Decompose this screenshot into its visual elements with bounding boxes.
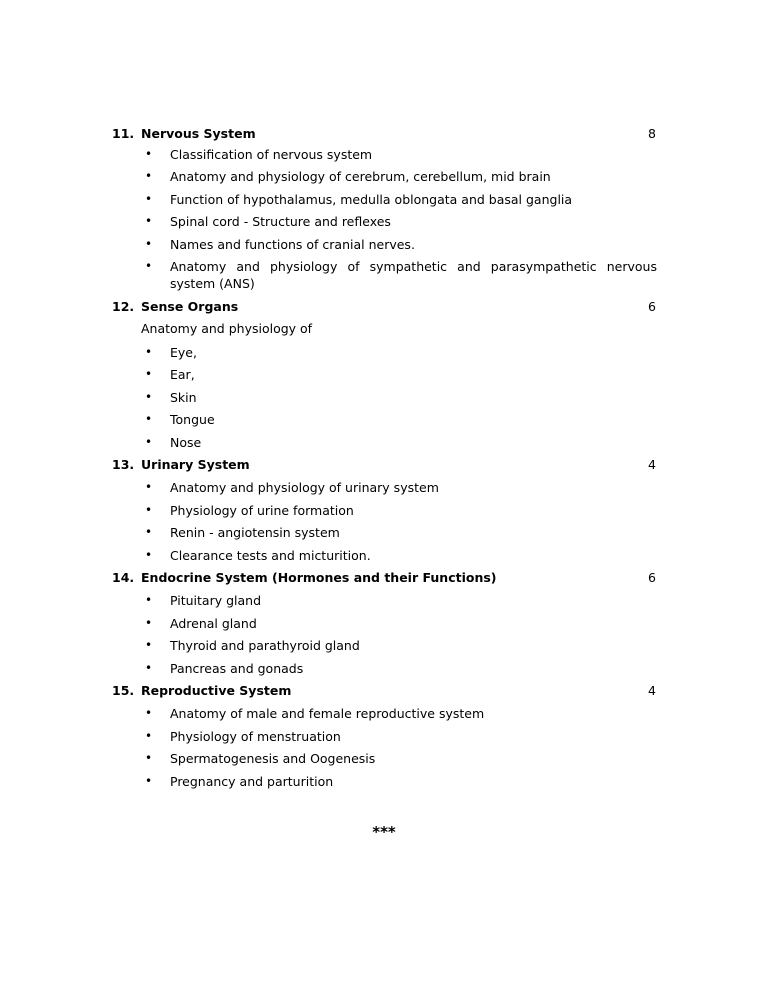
- bullet-icon: •: [145, 706, 153, 720]
- section-number: 14.: [112, 570, 135, 585]
- list-item-text: Pancreas and gonads: [170, 661, 304, 676]
- bullet-icon: •: [145, 345, 153, 359]
- list-item-text: Anatomy and physiology of sympathetic and parasympathetic nervous system (ANS): [170, 259, 657, 291]
- section-heading-nervous-system: [112, 126, 656, 146]
- list-item-text: Function of hypothalamus, medulla oblongata and basal ganglia: [170, 192, 573, 207]
- section-number: 15.: [112, 683, 135, 698]
- list-item-text: Physiology of urine formation: [170, 503, 354, 518]
- list-item-text: Pituitary gland: [170, 593, 262, 608]
- list-item-text: Ear,: [170, 367, 195, 382]
- section-hours: 6: [648, 570, 656, 585]
- list-item-text: Nose: [170, 435, 202, 450]
- bullet-icon: •: [145, 435, 153, 449]
- bullet-icon: •: [145, 638, 153, 652]
- bullet-icon: •: [145, 214, 153, 228]
- bullet-icon: •: [145, 593, 153, 607]
- list-item-text: Anatomy and physiology of urinary system: [170, 480, 439, 495]
- section-number: 11.: [112, 126, 135, 141]
- bullet-icon: •: [145, 192, 153, 206]
- bullet-icon: •: [145, 774, 153, 788]
- section-heading-reproductive-system: [112, 683, 656, 703]
- list-item-text: Anatomy and physiology of cerebrum, cerebellum, mid brain: [170, 169, 551, 184]
- bullet-icon: •: [145, 412, 153, 426]
- list-item-text: Physiology of menstruation: [170, 729, 341, 744]
- list-item-text: Clearance tests and micturition.: [170, 548, 371, 563]
- bullet-icon: •: [145, 147, 153, 161]
- list-item-text: Thyroid and parathyroid gland: [170, 638, 360, 653]
- bullet-icon: •: [145, 480, 153, 494]
- bullet-icon: •: [145, 390, 153, 404]
- bullet-icon: •: [145, 525, 153, 539]
- list-item-text: Tongue: [170, 412, 215, 427]
- section-title: Urinary System: [141, 457, 250, 472]
- bullet-icon: •: [145, 729, 153, 743]
- list-item-text: Eye,: [170, 345, 197, 360]
- list-item-text: Names and functions of cranial nerves.: [170, 237, 415, 252]
- section-intro-text: Anatomy and physiology of: [141, 321, 313, 336]
- bullet-icon: •: [145, 548, 153, 562]
- section-hours: 4: [648, 683, 656, 698]
- section-title: Nervous System: [141, 126, 256, 141]
- section-title: Sense Organs: [141, 299, 239, 314]
- bullet-icon: •: [145, 367, 153, 381]
- section-hours: 4: [648, 457, 656, 472]
- bullet-icon: •: [145, 751, 153, 765]
- list-item-text: Classification of nervous system: [170, 147, 373, 162]
- section-number: 12.: [112, 299, 135, 314]
- bullet-icon: •: [145, 259, 153, 273]
- bullet-icon: •: [145, 237, 153, 251]
- bullet-icon: •: [145, 661, 153, 675]
- section-hours: 8: [648, 126, 656, 141]
- bullet-icon: •: [145, 169, 153, 183]
- list-item-text: Anatomy of male and female reproductive system: [170, 706, 485, 721]
- section-title: Endocrine System (Hormones and their Functions): [141, 570, 497, 585]
- list-item-text: Adrenal gland: [170, 616, 257, 631]
- end-of-section-mark: ***: [372, 823, 396, 841]
- bullet-icon: •: [145, 503, 153, 517]
- section-number: 13.: [112, 457, 135, 472]
- section-heading-urinary-system: [112, 457, 656, 477]
- list-item-text: Spermatogenesis and Oogenesis: [170, 751, 376, 766]
- section-heading-sense-organs: [112, 299, 656, 319]
- bullet-icon: •: [145, 616, 153, 630]
- section-heading-endocrine-system: [112, 570, 656, 590]
- list-item-text: Spinal cord - Structure and reflexes: [170, 214, 391, 229]
- list-item-text: Skin: [170, 390, 197, 405]
- list-item-text: Pregnancy and parturition: [170, 774, 334, 789]
- section-title: Reproductive System: [141, 683, 292, 698]
- list-item-text: Renin - angiotensin system: [170, 525, 340, 540]
- section-hours: 6: [648, 299, 656, 314]
